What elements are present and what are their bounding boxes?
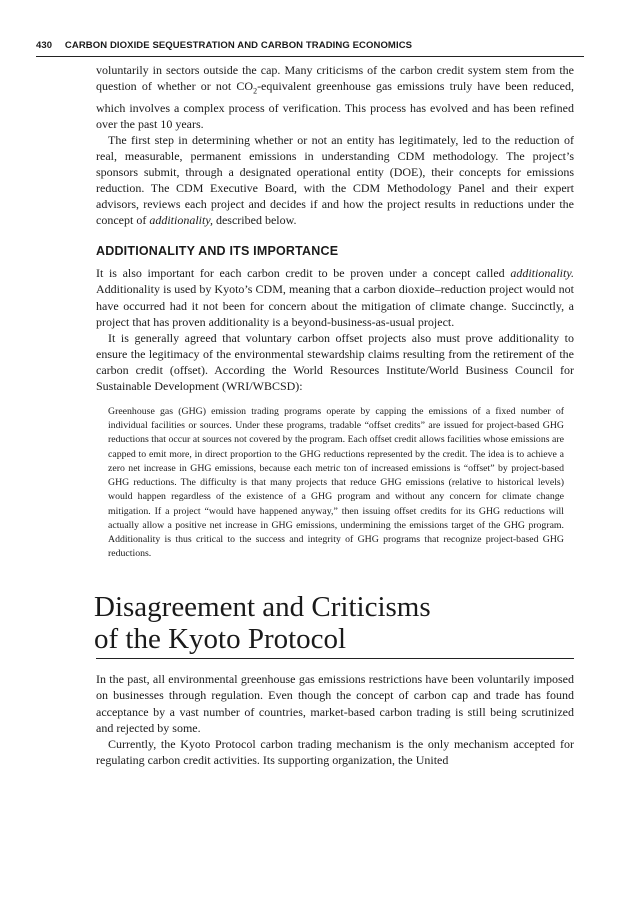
chapter-title-rule <box>96 658 574 659</box>
additionality-term: additionality, <box>149 213 213 228</box>
chapter-title-line-1: Disagreement and Criticisms <box>94 591 431 624</box>
additionality-term-2: additionality. <box>510 266 574 281</box>
section-paragraph-2: It is generally agreed that voluntary carbon offset projects also must prove additionality to ensure the legitimacy of the environmental stewardship claims resulting from the retirement of the carbon credit (offset). According the World Resources Institute/World Business Council for Sustainable Development (WRI/WBCSD): <box>96 330 574 393</box>
intro-paragraph-1: voluntarily in sectors outside the cap. Many criticisms of the carbon credit system stem from the question of whether or not $CO_2$-equivalent greenhouse gas emissions truly have been reduced, which involves a complex process of verification. This process has evolved and has been refined over the past 10 years. <box>96 63 574 131</box>
block-quote <box>108 405 564 561</box>
page-number: 430 <box>36 40 53 51</box>
chapter-title <box>94 591 574 655</box>
chapter-paragraph-2: Currently, the Kyoto Protocol carbon trading mechanism is the only mechanism accepted for regulating carbon credit activities. Its supporting organization, the United <box>96 736 574 767</box>
chapter-paragraph-1: In the past, all environmental greenhouse gas emissions restrictions have been voluntarily imposed on businesses through regulation. Even though the concept of carbon cap and trade has found acceptance by a vast number of countries, market-based carbon trading is still being scrutinized and rejected by some. <box>96 672 574 735</box>
page-body <box>96 62 574 768</box>
chapter-title-line-2: of the Kyoto Protocol <box>94 623 347 656</box>
running-header <box>36 40 584 51</box>
section-heading: ADDITIONALITY AND ITS IMPORTANCE <box>96 244 339 259</box>
section-paragraph-1: It is also important for each carbon credit to be proven under a concept called additionality. Additionality is used by Kyoto’s CDM, meaning that a carbon dioxide–reduction project would not have occurred had it not been for concern about the mitigation of climate change. Succinctly, a project that has proven additionality is a beyond-business-as-usual project. <box>96 266 574 329</box>
intro-paragraph-2: The first step in determining whether or not an entity has legitimately, led to the reduction of real, measurable, permanent emissions in understanding CDM methodology. The project’s sponsors submit, through a designated operational entity (DOE), their concepts for emissions reduction. The CDM Executive Board, with the CDM Methodology Panel and their expert advisors, reviews each project and decides if and how the project results in reductions under the concept of additionality, described below. <box>96 132 574 228</box>
quote-text: Greenhouse gas (GHG) emission trading programs operate by capping the emissions of a fixed number of individual facilities or sources. Under these programs, tradable “offset credits” are issued for project-based GHG reductions that occur at sources not covered by the program. Each offset credit allows facilities whose emissions are capped to emit more, in direct proportion to the GHG reductions represented by the credit. The idea is to achieve a zero net increase in GHG emissions, because each metric ton of increased emissions is “offset” by project-based GHG reductions. The difficulty is that many projects that reduce GHG emissions (relative to historical levels) would happen regardless of the existence of a GHG program and without any concern for climate change mitigation. If a project “would have happened anyway,” then issuing offset credits for its GHG reductions will actually allow a positive net increase in GHG emissions, undermining the emissions target of the GHG program. Additionality is thus critical to the success and integrity of GHG programs that recognize project-based GHG reductions. <box>108 406 564 560</box>
running-title: CARBON DIOXIDE SEQUESTRATION AND CARBON TRADING ECONOMICS <box>64 40 413 51</box>
header-rule <box>36 56 584 57</box>
co2-subscript: 2 <box>253 86 258 96</box>
